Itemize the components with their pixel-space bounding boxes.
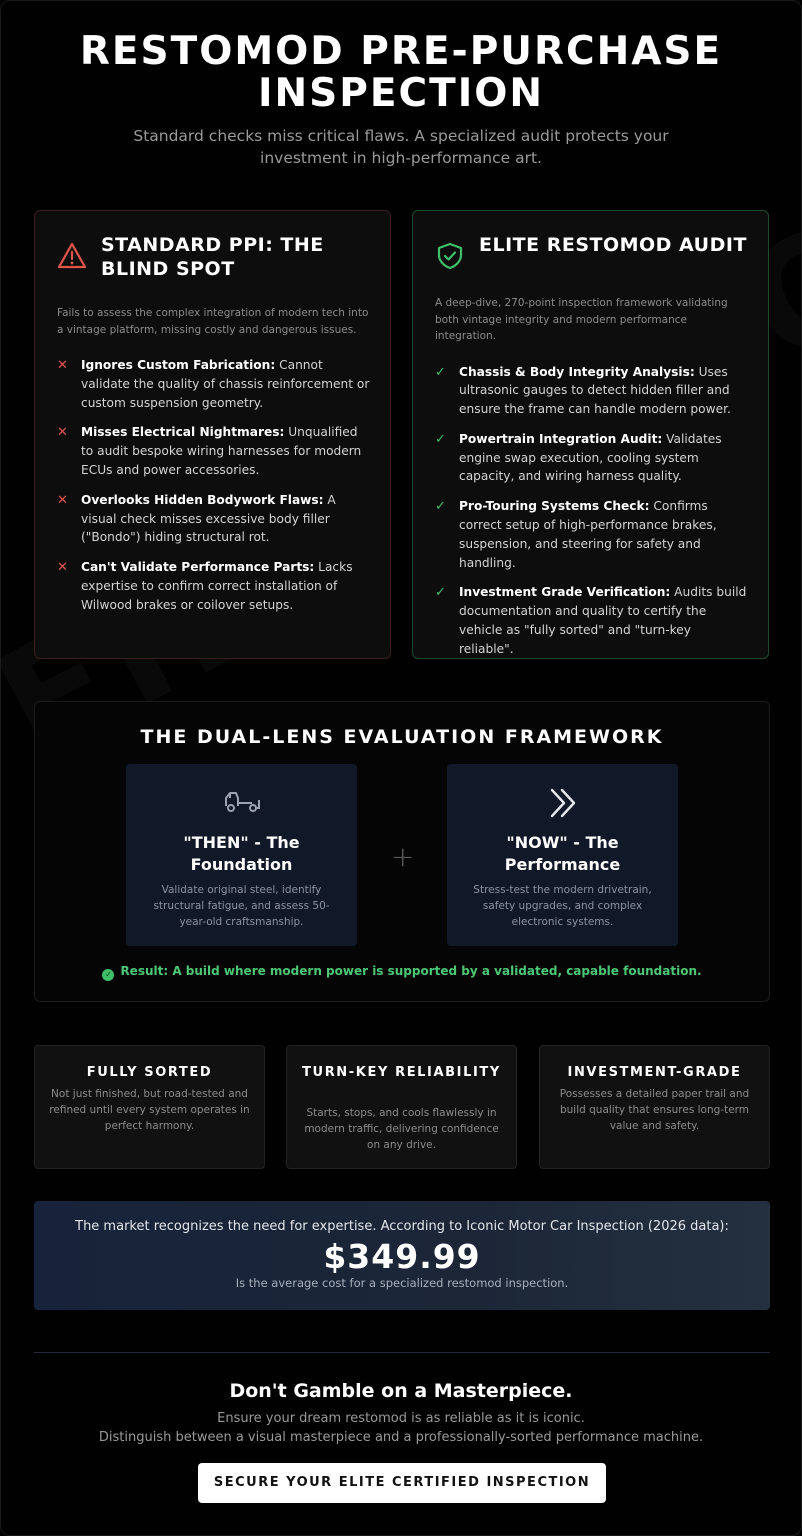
feature-turn-key-reliability — [286, 1045, 517, 1169]
framework-result — [35, 964, 769, 981]
evaluation-framework — [34, 701, 770, 1002]
now-lens-text: Stress-test the modern drivetrain, safety upgrades, and complex electronic systems. — [473, 884, 652, 928]
check-icon: ✓ — [435, 364, 446, 380]
check-icon: ✓ — [435, 431, 446, 447]
now-lens-title: "NOW" - The Performance — [504, 833, 621, 874]
price-intro: The market recognizes the need for expertise. According to Iconic Motor Car Inspection (2026 data): — [75, 1219, 729, 1234]
list-item — [57, 491, 370, 547]
list-item — [57, 356, 370, 412]
list-item — [435, 430, 748, 486]
price-value: $349.99 — [323, 1237, 481, 1276]
x-icon: ✕ — [57, 358, 68, 373]
then-lens-text: Validate original steel, identify structural fatigue, and assess 50-year-old craftsmanship. — [153, 884, 330, 928]
item-text: Validates engine swap execution, cooling system capacity, and wiring harness quality. — [459, 431, 722, 484]
elite-audit-description: A deep-dive, 270-point inspection framework validating both vintage integrity and modern performance integration. — [435, 297, 728, 342]
item-title: Investment Grade Verification: — [459, 585, 671, 600]
page-subtitle: Standard checks miss critical flaws. A specialized audit protects your investment in high-performance art. — [133, 127, 669, 167]
cta-line-1: Ensure your dream restomod is as reliable as it is iconic. — [217, 1411, 585, 1426]
standard-ppi-list — [57, 356, 370, 615]
shield-check-icon — [435, 241, 465, 271]
item-title: Ignores Custom Fabrication: — [81, 358, 276, 372]
page-title-line2: INSPECTION — [258, 71, 544, 116]
now-lens-card — [447, 764, 678, 946]
item-text: A visual check misses excessive body filler ("Bondo") hiding structural rot. — [81, 492, 336, 545]
elite-audit-title: ELITE RESTOMOD AUDIT — [479, 234, 747, 256]
item-title: Powertrain Integration Audit: — [459, 431, 663, 446]
list-item — [435, 497, 748, 572]
item-title: Pro-Touring Systems Check: — [459, 499, 650, 514]
item-text: Lacks expertise to confirm correct installation of Wilwood brakes or coilover setups. — [81, 560, 353, 612]
plus-icon: + — [391, 840, 415, 873]
feature-text: Starts, stops, and cools flawlessly in modern traffic, delivering confidence on any drive. — [304, 1107, 499, 1151]
item-title: Can't Validate Performance Parts: — [81, 560, 315, 575]
x-icon: ✕ — [57, 492, 68, 508]
x-icon: ✕ — [57, 425, 68, 441]
list-item — [435, 583, 748, 658]
item-text: Uses ultrasonic gauges to detect hidden filler and ensure the frame can handle modern power. — [459, 364, 731, 417]
feature-text: Possesses a detailed paper trail and build quality that ensures long-term value and safety. — [559, 1088, 750, 1132]
feature-investment-grade — [539, 1045, 770, 1169]
feature-title: INVESTMENT-GRADE — [567, 1065, 742, 1080]
double-chevron-right-icon — [447, 786, 678, 820]
standard-ppi-card — [34, 210, 391, 659]
vintage-car-icon — [126, 786, 357, 820]
price-note: Is the average cost for a specialized restomod inspection. — [235, 1276, 569, 1290]
feature-title: FULLY SORTED — [86, 1065, 213, 1080]
check-icon: ✓ — [435, 585, 446, 601]
standard-ppi-description: Fails to assess the complex integration of modern tech into a vintage platform, missing costly and dangerous issues. — [57, 307, 369, 336]
list-item — [57, 423, 370, 479]
then-lens-title: "THEN" - The Foundation — [183, 833, 300, 874]
check-icon: ✓ — [435, 499, 446, 515]
list-item — [57, 558, 370, 614]
item-title: Overlooks Hidden Bodywork Flaws: — [81, 492, 324, 507]
elite-audit-card — [412, 210, 769, 659]
x-icon: ✕ — [57, 560, 68, 576]
list-item — [435, 363, 748, 419]
feature-text: Not just finished, but road-tested and refined until every system operates in perfect harmony. — [49, 1088, 250, 1132]
check-circle-icon: ✓ — [102, 969, 114, 981]
item-title: Misses Electrical Nightmares: — [81, 425, 285, 440]
divider — [34, 1352, 770, 1353]
page-title — [1, 31, 801, 115]
item-text: Audits build documentation and quality to certify the vehicle as "fully sorted" and "turn-key reliable". — [459, 585, 747, 656]
feature-title: TURN-KEY RELIABILITY — [302, 1065, 501, 1080]
elite-audit-list — [435, 363, 748, 659]
item-text: Cannot validate the quality of chassis reinforcement or custom suspension geometry. — [81, 358, 370, 410]
cta-line-2: Distinguish between a visual masterpiece and a professionally-sorted performance machine. — [98, 1430, 704, 1445]
item-text: Confirms correct setup of high-performance brakes, suspension, and steering for safety and handling. — [459, 499, 717, 570]
price-callout — [34, 1201, 770, 1310]
then-lens-card — [126, 764, 357, 946]
framework-title: THE DUAL-LENS EVALUATION FRAMEWORK — [140, 726, 664, 748]
page-title-line1: RESTOMOD PRE-PURCHASE — [79, 29, 723, 74]
warning-triangle-icon — [57, 241, 87, 271]
feature-fully-sorted — [34, 1045, 265, 1169]
framework-result-text: Result: A build where modern power is supported by a validated, capable foundation. — [120, 964, 702, 978]
standard-ppi-title: STANDARD PPI: THE BLIND SPOT — [101, 234, 324, 280]
secure-inspection-button[interactable]: SECURE YOUR ELITE CERTIFIED INSPECTION — [198, 1463, 606, 1503]
item-title: Chassis & Body Integrity Analysis: — [459, 364, 695, 379]
cta-title: Don't Gamble on a Masterpiece. — [229, 1380, 573, 1402]
item-text: Unqualified to audit bespoke wiring harnesses for modern ECUs and power accessories. — [81, 425, 362, 477]
